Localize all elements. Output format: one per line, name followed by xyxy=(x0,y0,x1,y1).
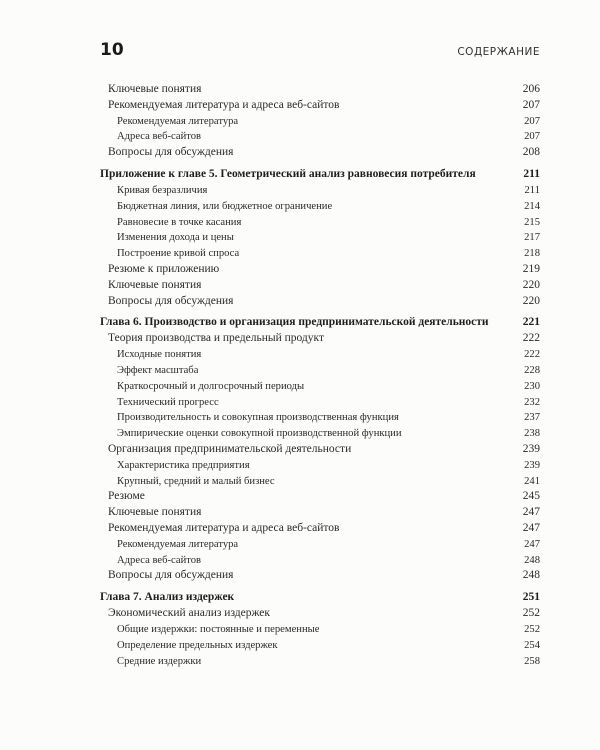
toc-entry-title: Рекомендуемая литература и адреса веб-сайтов xyxy=(108,98,340,111)
toc-entry[interactable] xyxy=(100,129,540,145)
toc-chapter-entry[interactable] xyxy=(100,165,540,183)
toc-entry-page: 219 xyxy=(522,262,540,275)
toc-entry-page: 232 xyxy=(524,396,540,408)
toc-entry[interactable] xyxy=(100,183,540,199)
toc-entry-page: 208 xyxy=(522,146,540,159)
toc-entry-title: Определение предельных издержек xyxy=(117,639,278,651)
toc-entry-title: Рекомендуемая литература xyxy=(117,538,239,550)
toc-entry-page: 252 xyxy=(522,607,540,620)
toc-entry-page: 237 xyxy=(524,412,540,424)
toc-entry-page: 214 xyxy=(524,200,540,212)
toc-entry-title: Рекомендуемая литература xyxy=(117,115,239,127)
toc-entry[interactable] xyxy=(100,145,540,161)
toc-entry-page: 238 xyxy=(524,428,540,440)
toc-entry-title: Глава 7. Анализ издержек xyxy=(100,591,235,604)
toc-entry-title: Характеристика предприятия xyxy=(117,459,250,471)
toc-entry-title: Исходные понятия xyxy=(117,349,202,361)
toc-entry-title: Ключевые понятия xyxy=(108,506,202,519)
toc-entry[interactable] xyxy=(100,230,540,246)
toc-entry-title: Адреса веб-сайтов xyxy=(117,131,202,143)
toc-entry-title: Экономический анализ издержек xyxy=(108,607,270,620)
toc-entry[interactable] xyxy=(100,458,540,474)
toc-entry-page: 220 xyxy=(522,278,540,291)
toc-entry-page: 239 xyxy=(522,442,540,455)
toc-entry[interactable] xyxy=(100,395,540,411)
toc-entry[interactable] xyxy=(100,489,540,505)
toc-entry-page: 248 xyxy=(522,569,540,582)
toc-entry-page: 218 xyxy=(524,248,540,260)
toc-entry-page: 247 xyxy=(522,506,540,519)
toc-chapter-entry[interactable] xyxy=(100,588,540,606)
toc-entry-title: Средние издержки xyxy=(117,655,202,667)
toc-entry-title: Изменения дохода и цены xyxy=(117,232,234,244)
toc-entry-page: 247 xyxy=(524,538,540,550)
page-header xyxy=(100,40,540,60)
toc-entry-title: Адреса веб-сайтов xyxy=(117,554,202,566)
toc-entry[interactable] xyxy=(100,347,540,363)
toc-entry[interactable] xyxy=(100,474,540,490)
toc-entry-title: Общие издержки: постоянные и переменные xyxy=(117,623,320,635)
toc-entry-title: Крупный, средний и малый бизнес xyxy=(117,475,275,487)
toc-entry-page: 215 xyxy=(524,216,540,228)
toc-entry-title: Резюме xyxy=(108,490,145,503)
toc-entry[interactable] xyxy=(100,622,540,638)
toc-entry[interactable] xyxy=(100,215,540,231)
toc-chapter-entry[interactable] xyxy=(100,313,540,331)
toc-entry-page: 230 xyxy=(524,380,540,392)
toc-entry-title: Равновесие в точке касания xyxy=(117,216,242,228)
toc-entry[interactable] xyxy=(100,114,540,130)
toc-entry-page: 248 xyxy=(524,554,540,566)
toc-entry-title: Кривая безразличия xyxy=(117,184,208,196)
toc-entry[interactable] xyxy=(100,98,540,114)
table-of-contents xyxy=(100,82,540,669)
toc-entry-page: 247 xyxy=(522,521,540,534)
toc-entry[interactable] xyxy=(100,262,540,278)
toc-entry-page: 254 xyxy=(524,639,540,651)
toc-entry[interactable] xyxy=(100,553,540,569)
toc-entry-page: 220 xyxy=(522,294,540,307)
toc-entry-page: 207 xyxy=(524,115,540,127)
toc-entry[interactable] xyxy=(100,199,540,215)
toc-entry[interactable] xyxy=(100,82,540,98)
toc-entry[interactable] xyxy=(100,568,540,584)
toc-entry-page: 221 xyxy=(522,316,540,329)
toc-entry-title: Построение кривой спроса xyxy=(117,248,240,260)
toc-entry[interactable] xyxy=(100,537,540,553)
toc-entry[interactable] xyxy=(100,606,540,622)
toc-entry-title: Резюме к приложению xyxy=(108,262,220,275)
toc-entry-page: 207 xyxy=(524,131,540,143)
toc-entry-title: Глава 6. Производство и организация предпринимательской деятельности xyxy=(100,316,489,329)
toc-entry-page: 211 xyxy=(523,167,540,180)
toc-entry-title: Вопросы для обсуждения xyxy=(108,569,234,582)
toc-entry-page: 251 xyxy=(522,591,540,604)
toc-entry-title: Организация предпринимательской деятельности xyxy=(108,442,352,455)
toc-entry[interactable] xyxy=(100,379,540,395)
toc-entry-page: 217 xyxy=(524,232,540,244)
toc-entry-page: 207 xyxy=(522,98,540,111)
toc-entry[interactable] xyxy=(100,246,540,262)
toc-entry[interactable] xyxy=(100,638,540,654)
toc-entry-page: 245 xyxy=(522,490,540,503)
toc-entry-title: Эмпирические оценки совокупной производственной функции xyxy=(117,428,402,440)
toc-entry-page: 222 xyxy=(524,349,540,361)
toc-entry-title: Производительность и совокупная производственная функция xyxy=(117,412,399,424)
toc-entry[interactable] xyxy=(100,331,540,347)
toc-entry[interactable] xyxy=(100,410,540,426)
toc-entry[interactable] xyxy=(100,654,540,670)
toc-entry-page: 211 xyxy=(524,184,540,196)
toc-entry[interactable] xyxy=(100,505,540,521)
toc-entry-page: 206 xyxy=(522,83,540,95)
toc-entry-page: 239 xyxy=(524,459,540,471)
toc-entry-title: Рекомендуемая литература и адреса веб-сайтов xyxy=(108,521,340,534)
toc-entry-title: Технический прогресс xyxy=(117,396,219,408)
toc-entry-page: 222 xyxy=(522,332,540,345)
toc-entry-page: 252 xyxy=(524,623,540,635)
toc-entry-page: 241 xyxy=(524,475,540,487)
toc-entry[interactable] xyxy=(100,294,540,310)
toc-entry-page: 228 xyxy=(524,364,540,376)
toc-entry-title: Краткосрочный и долгосрочный периоды xyxy=(117,380,305,392)
toc-entry-title: Вопросы для обсуждения xyxy=(108,146,234,159)
toc-entry-title: Ключевые понятия xyxy=(108,83,202,95)
toc-entry[interactable] xyxy=(100,521,540,537)
toc-entry-title: Бюджетная линия, или бюджетное ограничение xyxy=(117,200,333,212)
toc-entry-title: Приложение к главе 5. Геометрический анализ равновесия потребителя xyxy=(100,167,476,180)
running-head: СОДЕРЖАНИЕ xyxy=(457,46,540,58)
toc-entry-title: Вопросы для обсуждения xyxy=(108,294,234,307)
toc-entry[interactable] xyxy=(100,442,540,458)
toc-entry[interactable] xyxy=(100,426,540,442)
toc-entry[interactable] xyxy=(100,278,540,294)
toc-entry[interactable] xyxy=(100,363,540,379)
toc-entry-title: Эффект масштаба xyxy=(117,364,199,376)
page-number: 10 xyxy=(100,40,124,60)
toc-entry-page: 258 xyxy=(524,655,540,667)
toc-entry-title: Ключевые понятия xyxy=(108,278,202,291)
toc-entry-title: Теория производства и предельный продукт xyxy=(108,332,324,345)
